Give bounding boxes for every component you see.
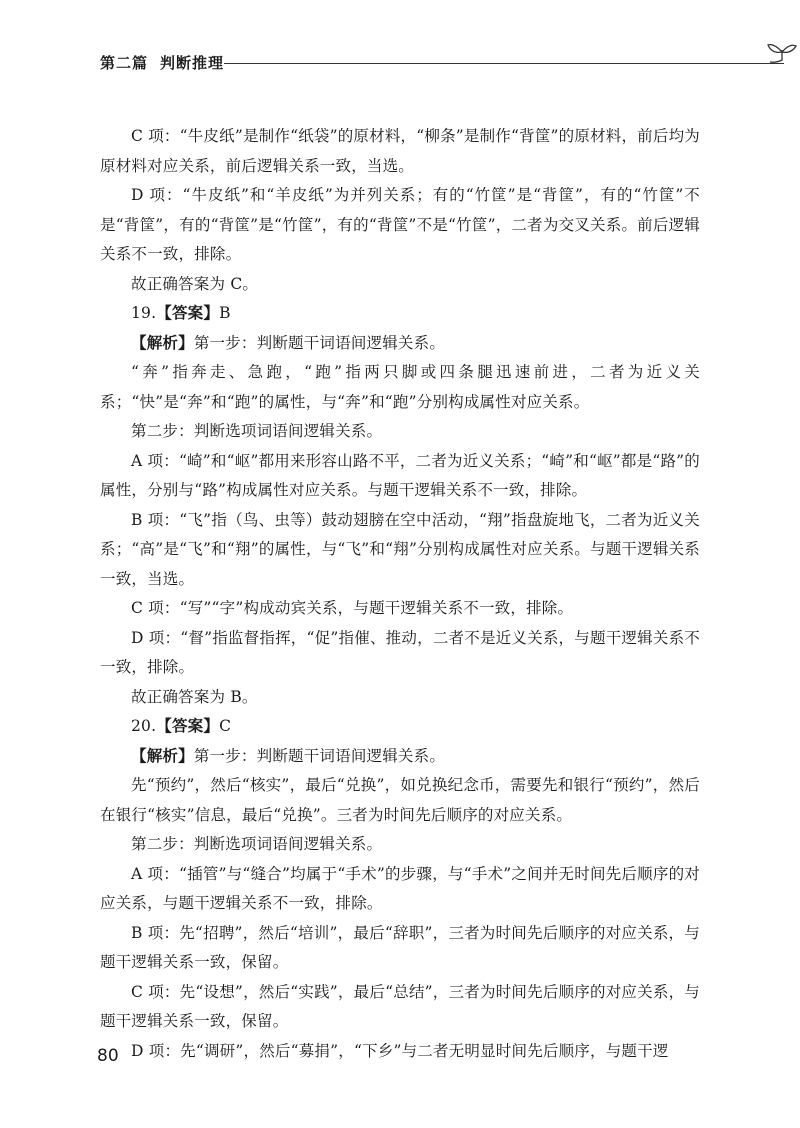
answer-tag: 【答案】: [156, 717, 220, 735]
answer-20: [100, 712, 700, 742]
paragraph: [100, 771, 700, 830]
answer-value: B: [219, 304, 231, 322]
page-body: [100, 122, 700, 1066]
paragraph-d-option: [100, 181, 700, 270]
paragraph-text: “奔”指奔走、急跑，“跑”指两只脚或四条腿迅速前进，二者为近义关系；“快”是“奔”和“跑”的属性，与“奔”和“跑”分别构成属性对应关系。: [100, 363, 700, 411]
paragraph-text: C 项：“牛皮纸”是制作“纸袋”的原材料，“柳条”是制作“背筐”的原材料，前后均为原材料对应关系，前后逻辑关系一致，当选。: [100, 127, 700, 175]
paragraph-text: D 项：“督”指监督指挥，“促”指催、推动，二者不是近义关系，与题干逻辑关系不一致，排除。: [100, 628, 700, 676]
paragraph: [100, 506, 700, 595]
running-header: [100, 48, 700, 78]
paragraph: [100, 919, 700, 978]
paragraph-conclusion: [100, 683, 700, 713]
header-part: 第二篇: [100, 54, 149, 72]
paragraph-text: D 项：“牛皮纸”和“羊皮纸”为并列关系；有的“竹筐”是“背筐”，有的“竹筐”不是“背筐”，有的“背筐”是“竹筐”，有的“背筐”不是“竹筐”，二者为交叉关系。前后逻辑关系不一致，排除。: [100, 186, 700, 263]
answer-tag: 【答案】: [156, 304, 220, 322]
paragraph: [100, 830, 700, 860]
paragraph: [100, 417, 700, 447]
page-number: 80: [97, 1046, 119, 1066]
paragraph: [100, 447, 700, 506]
paragraph: [100, 978, 700, 1037]
paragraph-text: 第一步：判断题干词语间逻辑关系。: [193, 333, 446, 352]
paragraph: [100, 358, 700, 417]
paragraph-conclusion: [100, 270, 700, 300]
paragraph-c-option: [100, 122, 700, 181]
paragraph-text: C 项：先“设想”，然后“实践”，最后“总结”，三者为时间先后顺序的对应关系，与题干逻辑关系一致，保留。: [100, 982, 700, 1030]
paragraph: [100, 1037, 700, 1067]
analysis-tag: 【解析】: [131, 746, 194, 765]
paragraph-text: 第二步：判断选项词语间逻辑关系。: [131, 422, 383, 440]
paragraph-text: 故正确答案为 B。: [131, 687, 258, 706]
paragraph-text: C 项：“写”“字”构成动宾关系，与题干逻辑关系不一致，排除。: [131, 599, 574, 617]
question-number: 20.: [131, 717, 157, 735]
paragraph-text: B 项：“飞”指（鸟、虫等）鼓动翅膀在空中活动，“翔”指盘旋地飞，二者为近义关系；“高”是“飞”和“翔”的属性，与“飞”和“翔”分别构成属性对应关系。与题干逻辑关系一致，当选。: [100, 510, 700, 588]
paragraph-text: B 项：先“招聘”，然后“培训”，最后“辞职”，三者为时间先后顺序的对应关系，与题干逻辑关系一致，保留。: [100, 923, 700, 971]
paragraph-text: 故正确答案为 C。: [131, 274, 259, 293]
header-title: 判断推理: [160, 54, 225, 72]
paragraph-text: 先“预约”，然后“核实”，最后“兑换”，如兑换纪念币，需要先和银行“预约”，然后在银行“核实”信息，最后“兑换”。三者为时间先后顺序的对应关系。: [100, 776, 700, 824]
header-text: [100, 52, 224, 73]
question-number: 19.: [131, 304, 157, 322]
paragraph-text: A 项：“崎”和“岖”都用来形容山路不平，二者为近义关系；“崎”和“岖”都是“路”的属性，分别与“路”构成属性对应关系。与题干逻辑关系不一致，排除。: [100, 451, 700, 499]
paragraph-text: 第二步：判断选项词语间逻辑关系。: [131, 835, 383, 853]
analysis-tag: 【解析】: [131, 333, 194, 352]
answer-value: C: [219, 717, 232, 735]
analysis-19: [100, 329, 700, 359]
paragraph-text: 第一步：判断题干词语间逻辑关系。: [193, 746, 446, 765]
answer-19: [100, 299, 700, 329]
paragraph: [100, 860, 700, 919]
paragraph-text: A 项：“插管”与“缝合”均属于“手术”的步骤，与“手术”之间并无时间先后顺序的对应关系，与题干逻辑关系不一致，排除。: [100, 864, 700, 912]
paragraph-text: D 项：先“调研”，然后“募捐”，“下乡”与二者无明显时间先后顺序，与题干逻: [131, 1041, 669, 1060]
sprout-icon: [764, 40, 800, 68]
header-rule: [224, 63, 784, 64]
paragraph: [100, 624, 700, 683]
paragraph: [100, 594, 700, 624]
analysis-20: [100, 742, 700, 772]
